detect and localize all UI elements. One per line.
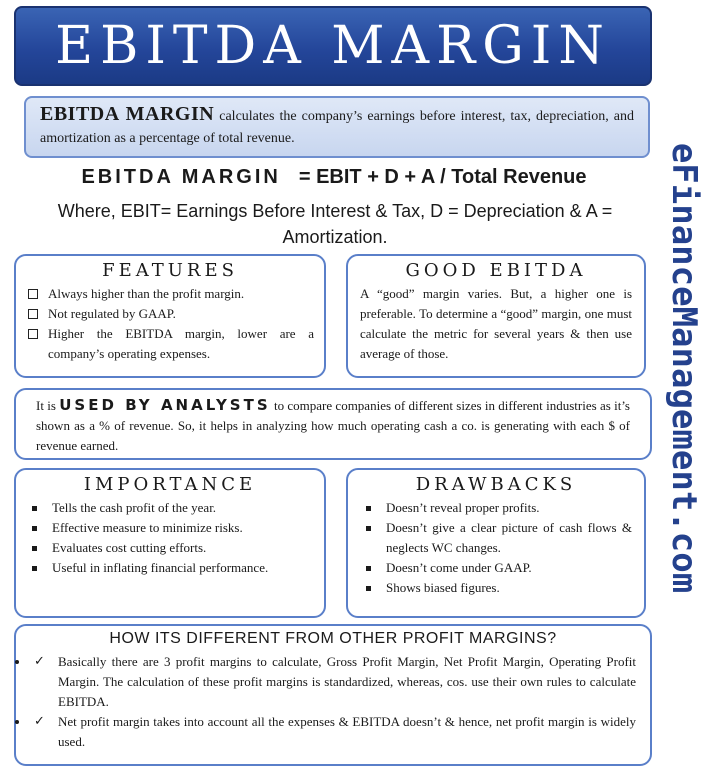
checkmark-icon: • ✓ <box>34 654 45 669</box>
list-item: Shows biased figures. <box>360 578 632 598</box>
formula-expression: = EBIT + D + A / Total Revenue <box>298 166 587 188</box>
title-banner <box>14 6 652 86</box>
checkbox-bullet-icon <box>28 289 38 299</box>
square-bullet-icon <box>366 506 371 511</box>
features-list <box>26 284 314 364</box>
list-item: Higher the EBITDA margin, lower are a company’s operating expenses. <box>26 324 314 364</box>
formula-name: EBITDA MARGIN <box>81 166 281 188</box>
square-bullet-icon <box>32 506 37 511</box>
drawbacks-heading: DRAWBACKS <box>415 474 577 495</box>
importance-box <box>14 468 326 618</box>
list-item: Always higher than the profit margin. <box>26 284 314 304</box>
page-title: EBITDA MARGIN <box>55 16 611 76</box>
list-item: Doesn’t come under GAAP. <box>360 558 632 578</box>
brand-text: eFinanceManagement.com <box>664 142 704 594</box>
intro-lead: EBITDA MARGIN <box>40 103 215 125</box>
square-bullet-icon <box>32 526 37 531</box>
list-item: Doesn’t reveal proper profits. <box>360 498 632 518</box>
list-item: Doesn’t give a clear picture of cash flows & neglects WC changes. <box>360 518 632 558</box>
square-bullet-icon <box>32 566 37 571</box>
good-ebitda-box <box>346 254 646 378</box>
list-item: • ✓ Net profit margin takes into account all the expenses & EBITDA doesn’t & hence, net profit margin is widely used. <box>30 712 636 752</box>
formula <box>14 166 654 194</box>
checkmark-icon: • ✓ <box>34 714 45 729</box>
list-item: Evaluates cost cutting efforts. <box>26 538 314 558</box>
square-bullet-icon <box>366 566 371 571</box>
analysts-prefix: It is <box>36 398 56 413</box>
drawbacks-box <box>346 468 646 618</box>
drawbacks-list <box>360 498 632 598</box>
features-box <box>14 254 326 378</box>
intro-text: calculates the company’s earnings before interest, tax, depreciation, and amortization as a percentage of total revenue. <box>40 109 634 146</box>
analysts-box <box>14 388 652 460</box>
good-ebitda-text: A “good” margin varies. But, a higher one is preferable. To determine a “good” margin, one must calculate the metric for several years & then use average of those. <box>360 286 632 361</box>
features-heading: FEATURES <box>102 260 238 281</box>
list-item: Not regulated by GAAP. <box>26 304 314 324</box>
list-item: Tells the cash profit of the year. <box>26 498 314 518</box>
square-bullet-icon <box>32 546 37 551</box>
square-bullet-icon <box>366 586 371 591</box>
different-list <box>30 652 636 752</box>
checkbox-bullet-icon <box>28 309 38 319</box>
intro-box <box>24 96 650 158</box>
list-item: Effective measure to minimize risks. <box>26 518 314 538</box>
importance-list <box>26 498 314 578</box>
brand-watermark <box>662 12 706 724</box>
importance-heading: IMPORTANCE <box>83 474 257 495</box>
square-bullet-icon <box>366 526 371 531</box>
formula-description: Where, EBIT= Earnings Before Interest & Tax, D = Depreciation & A = Amortization. <box>57 201 613 247</box>
list-item: Useful in inflating financial performance. <box>26 558 314 578</box>
analysts-highlight: USED BY ANALYSTS <box>59 396 271 414</box>
analysts-text: to compare companies of different sizes in different industries as it’s shown as a % of revenue. So, it helps in analyzing how much operating cash a co. is generating with each $ of revenue earned. <box>36 398 630 453</box>
good-ebitda-heading: GOOD EBITDA <box>405 260 587 281</box>
different-heading: HOW ITS DIFFERENT FROM OTHER PROFIT MARGINS? <box>109 630 557 647</box>
checkbox-bullet-icon <box>28 329 38 339</box>
different-box <box>14 624 652 766</box>
list-item: • ✓ Basically there are 3 profit margins to calculate, Gross Profit Margin, Net Profit Margin, Operating Profit Margin. The calculation of these profit margins is standardized, whereas, cos. use their own rules to calculate EBITDA. <box>30 652 636 712</box>
